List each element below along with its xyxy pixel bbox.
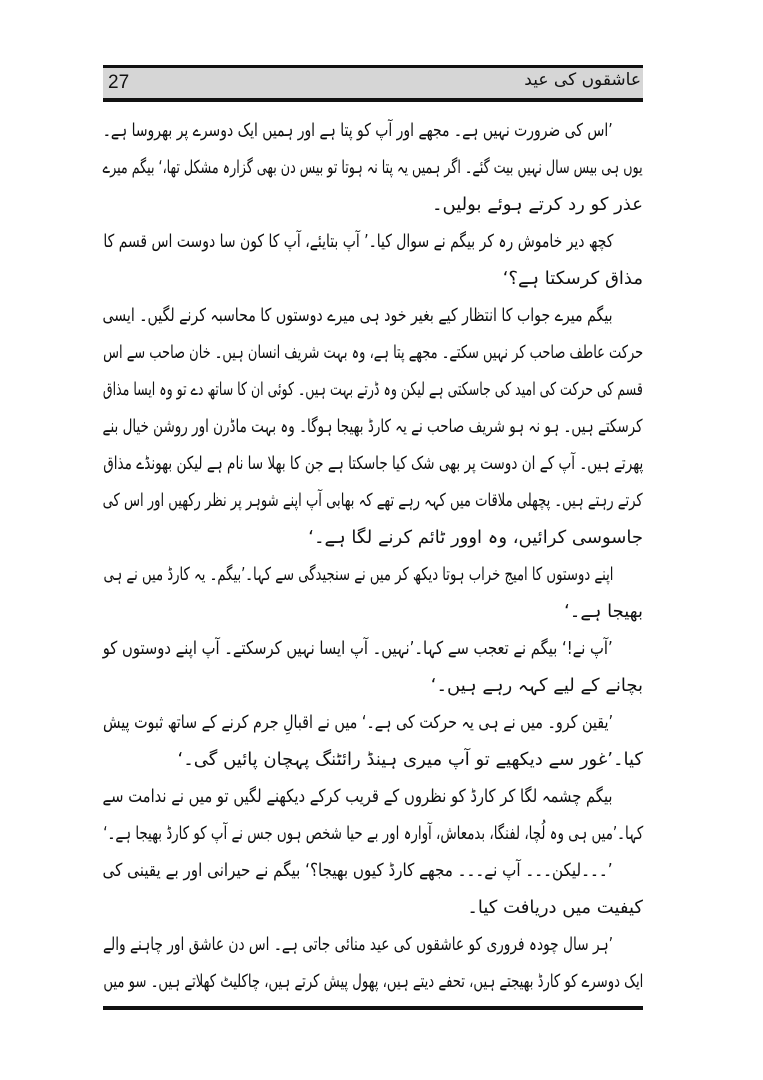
- text-line: ’اس کی ضرورت نہیں ہے۔ مجھے اور آپ کو پتا ہے اور ہمیں ایک دوسرے پر بھروسا ہے۔: [103, 120, 613, 141]
- text-line: پھرتے ہیں۔ آپ کے ان دوست پر بھی شک کیا جاسکتا ہے جن کا بھلا سا نام ہے لیکن بھونڈے مذاق: [103, 453, 643, 474]
- text-line: کچھ دیر خاموش رہ کر بیگم نے سوال کیا۔’ آپ بتایئے، آپ کا کون سا دوست اس قسم کا: [102, 231, 613, 252]
- text-line: اپنے دوستوں کا امیج خراب ہوتا دیکھ کر میں نے سنجیدگی سے کہا۔’بیگم۔ یہ کارڈ میں نے ہی: [103, 564, 613, 585]
- text-line: عذر کو رد کرتے ہوئے بولیں۔: [432, 194, 643, 215]
- text-line: بچانے کے لیے کہہ رہے ہیں۔‘: [430, 675, 643, 696]
- text-line: ’۔۔۔لیکن۔۔۔ آپ نے۔۔۔ مجھے کارڈ کیوں بھیجا؟‘ بیگم نے حیرانی اور بے یقینی کی: [103, 860, 613, 881]
- text-line: ’یقین کرو۔ میں نے ہی یہ حرکت کی ہے۔‘ میں نے اقبالِ جرم کرنے کے ساتھ ثبوت پیش: [103, 712, 613, 733]
- text-line: کرسکتے ہیں۔ ہو نہ ہو شریف صاحب نے یہ کارڈ بھیجا ہوگا۔ وہ بہت ماڈرن اور روشن خیال بنے: [103, 416, 643, 437]
- text-line: کرتے رہتے ہیں۔ پچھلی ملاقات میں کہہ رہے تھے کہ بھابی آپ اپنے شوہر پر نظر رکھیں اور اس کی: [103, 490, 643, 511]
- text-line: ’ہر سال چودہ فروری کو عاشقوں کی عید منائی جاتی ہے۔ اس دن عاشق اور چاہنے والے: [103, 934, 613, 955]
- text-line: ’آپ نے!‘ بیگم نے تعجب سے کہا۔’نہیں۔ آپ ایسا نہیں کرسکتے۔ آپ اپنے دوستوں کو: [103, 638, 613, 659]
- page-body: [103, 112, 643, 1000]
- footer-rule: [103, 1006, 643, 1010]
- text-line: کہا۔’میں ہی وہ لُچا، لفنگا، بدمعاش، آوارہ اور بے حیا شخص ہوں جس نے آپ کو کارڈ بھیجا ہے۔‘: [103, 823, 643, 844]
- text-line: بیگم میرے جواب کا انتظار کیے بغیر خود ہی میرے دوستوں کا محاسبہ کرنے لگیں۔ ایسی: [103, 305, 613, 326]
- text-line: بیگم چشمہ لگا کر کارڈ کو نظروں کے قریب کرکے دیکھنے لگیں تو میں نے ندامت سے: [103, 786, 613, 807]
- text-line: مذاق کرسکتا ہے؟‘: [502, 268, 643, 289]
- text-line: قسم کی حرکت کی امید کی جاسکتی ہے لیکن وہ ڈرتے بہت ہیں۔ کوئی ان کا ساتھ دے تو وہ ایسا مذاق: [103, 379, 643, 400]
- text-line: کیفیت میں دریافت کیا۔: [467, 897, 643, 918]
- text-line: جاسوسی کرائیں، وہ اوور ٹائم کرنے لگا ہے۔‘: [308, 527, 643, 548]
- text-line: حرکت عاطف صاحب کر نہیں سکتے۔ مجھے پتا ہے، وہ بہت شریف انسان ہیں۔ خان صاحب سے اس: [103, 342, 643, 363]
- running-header: [103, 65, 643, 102]
- chapter-title: عاشقوں کی عید: [524, 70, 641, 90]
- text-line: کیا۔’غور سے دیکھیے تو آپ میری ہینڈ رائٹنگ پہچان پائیں گی۔‘: [177, 749, 643, 770]
- page-number: 27: [108, 72, 130, 93]
- text-line: ایک دوسرے کو کارڈ بھیجتے ہیں، تحفے دیتے ہیں، پھول پیش کرتے ہیں، چاکلیٹ کھلاتے ہیں۔ سو میں: [103, 971, 643, 992]
- text-line: یوں ہی بیس سال نہیں بیت گئے۔ اگر ہمیں یہ پتا نہ ہوتا تو بیس دن بھی گزارہ مشکل تھا،‘ بیگم میرے: [103, 157, 643, 178]
- text-line: بھیجا ہے۔‘: [564, 601, 643, 622]
